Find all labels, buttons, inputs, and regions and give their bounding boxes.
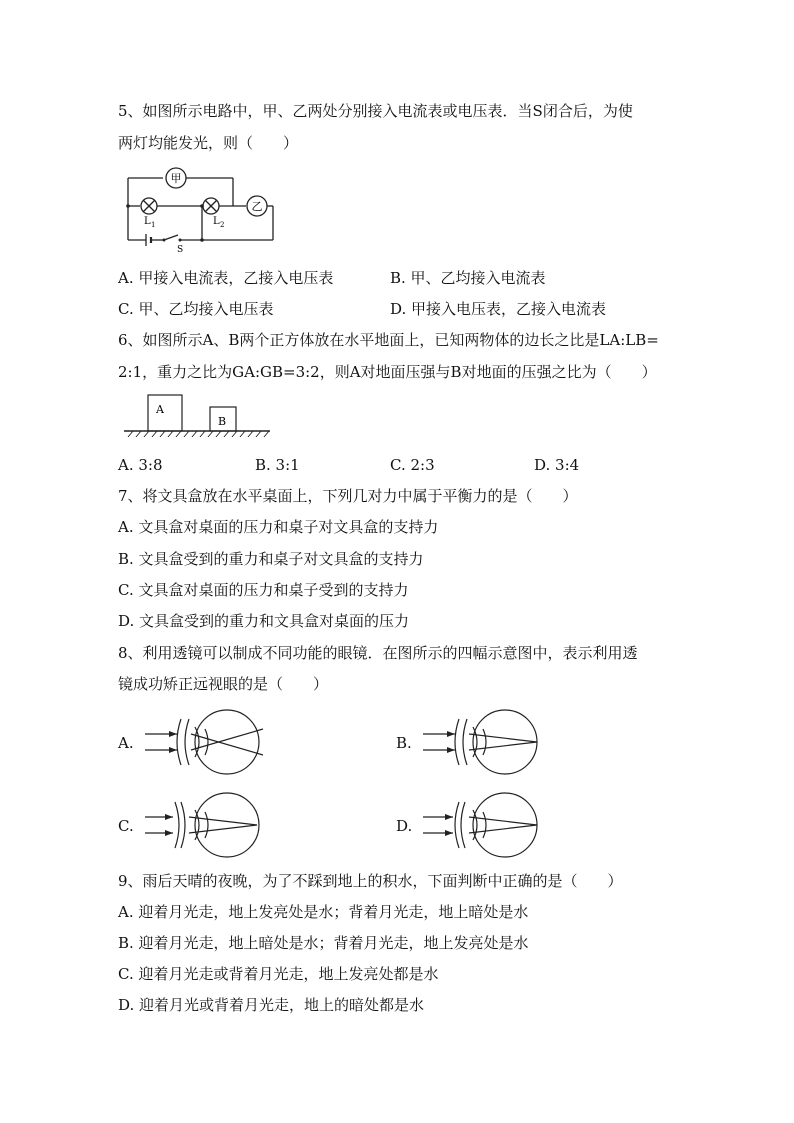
q9-option-b: B. 迎着月光走，地上暗处是水；背着月光走，地上发亮处是水 — [118, 934, 529, 952]
q5-option-c: C. 甲、乙均接入电压表 — [118, 300, 274, 318]
q8a-lens-back — [185, 719, 189, 765]
q5-option-a: A. 甲接入电流表，乙接入电压表 — [118, 269, 334, 287]
q5-circuit-diagram — [118, 162, 283, 254]
q6-option-b: B. 3:1 — [255, 456, 300, 474]
q6-ground-hatching — [128, 431, 269, 437]
q8b-arrow-bottom — [447, 747, 455, 753]
q5-label-l1-sub: 1 — [151, 221, 156, 229]
q8-eye-diagram-b — [423, 707, 548, 777]
q5-option-b: B. 甲、乙均接入电流表 — [390, 269, 546, 287]
q7-option-b: B. 文具盒受到的重力和桌子对文具盒的支持力 — [118, 550, 424, 568]
q8a-arrow-bottom — [169, 747, 177, 753]
q8d-arrow-bottom — [445, 830, 453, 836]
q5-label-l2: L — [213, 216, 220, 227]
q8c-arrow-bottom — [165, 830, 173, 836]
q5-label-l2-sub: 2 — [220, 221, 225, 229]
q8b-arrow-top — [447, 731, 455, 737]
q5-label-jia: 甲 — [170, 172, 182, 185]
q5-junction-bottom-dot — [200, 238, 204, 242]
q5-option-d: D. 甲接入电压表，乙接入电流表 — [390, 300, 607, 318]
q5-label-l1: L — [144, 216, 151, 227]
q8-line-2: 镜成功矫正远视眼的是（ ） — [118, 675, 329, 693]
q8-option-c: C. — [118, 817, 134, 835]
q7-line-1: 7、将文具盒放在水平桌面上，下列几对力中属于平衡力的是（ ） — [118, 487, 578, 505]
q6-option-c: C. 2:3 — [390, 456, 435, 474]
q6-label-a: A — [156, 403, 164, 416]
q8-option-b: B. — [396, 734, 412, 752]
q9-option-c: C. 迎着月光走或背着月光走，地上发亮处都是水 — [118, 965, 439, 983]
q9-option-d: D. 迎着月光或背着月光走，地上的暗处都是水 — [118, 996, 425, 1014]
q8-eye-diagram-c — [145, 790, 270, 860]
q9-option-a: A. 迎着月光走，地上发亮处是水；背着月光走，地上暗处是水 — [118, 903, 529, 921]
q8-eye-diagram-a — [145, 707, 270, 777]
q6-option-d: D. 3:4 — [534, 456, 580, 474]
q6-line-1: 6、如图所示A、B两个正方体放在水平地面上，已知两物体的边长之比是LA:LB= — [118, 331, 659, 349]
q5-label-yi: 乙 — [251, 200, 263, 213]
q6-block-a — [148, 395, 182, 431]
q7-option-d: D. 文具盒受到的重力和文具盒对桌面的压力 — [118, 612, 410, 630]
q8a-arrow-top — [169, 731, 177, 737]
q5-junction-left-dot — [126, 204, 130, 208]
q5-label-s: S — [177, 245, 184, 254]
q5-switch-pivot — [163, 239, 166, 242]
q8-eye-diagram-d — [423, 790, 548, 860]
q5-line-1: 5、如图所示电路中，甲、乙两处分别接入电流表或电压表．当S闭合后，为使 — [118, 102, 633, 120]
q9-line-1: 9、雨后天晴的夜晚，为了不踩到地上的积水，下面判断中正确的是（ ） — [118, 872, 623, 890]
q6-line-2: 2:1，重力之比为GA:GB=3:2，则A对地面压强与B对地面的压强之比为（ ） — [118, 363, 657, 381]
q7-option-a: A. 文具盒对桌面的压力和桌子对文具盒的支持力 — [118, 518, 439, 536]
q8-option-d: D. — [396, 817, 413, 835]
q7-option-c: C. 文具盒对桌面的压力和桌子受到的支持力 — [118, 581, 409, 599]
q5-line-2: 两灯均能发光，则（ ） — [118, 134, 299, 152]
q5-switch-contact — [179, 239, 182, 242]
q8c-arrow-top — [165, 814, 173, 820]
q8a-lens-front — [177, 719, 181, 765]
q6-label-b: B — [218, 415, 227, 428]
q8-option-a: A. — [118, 734, 134, 752]
q8d-arrow-top — [445, 814, 453, 820]
q5-junction-mid-dot — [200, 204, 204, 208]
q6-option-a: A. 3:8 — [118, 456, 163, 474]
q8-line-1: 8、利用透镜可以制成不同功能的眼镜．在图所示的四幅示意图中，表示利用透 — [118, 644, 638, 662]
q6-blocks-diagram — [122, 393, 272, 443]
